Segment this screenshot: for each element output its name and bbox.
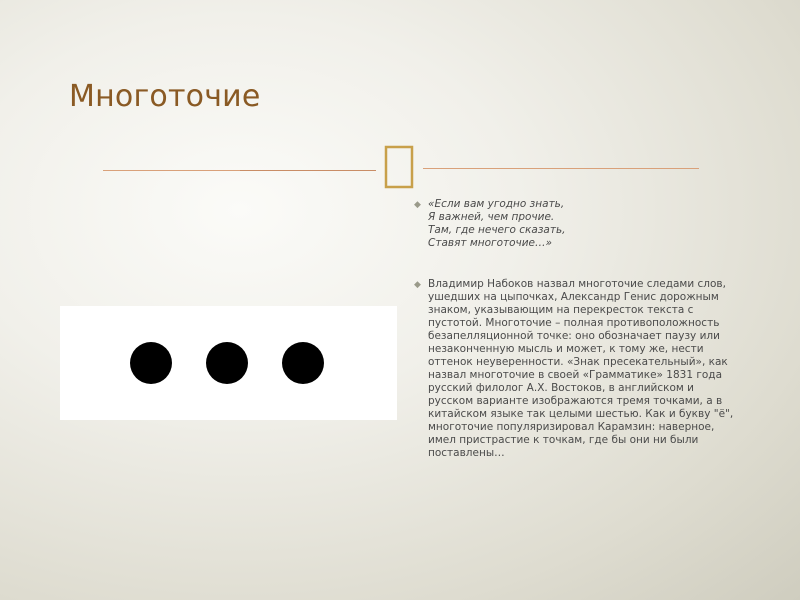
ellipsis-dot <box>282 342 324 384</box>
ellipsis-dot <box>206 342 248 384</box>
bullet-icon: ◆ <box>414 200 421 210</box>
bullet-icon: ◆ <box>414 280 421 290</box>
ellipsis-image <box>60 306 397 420</box>
body-paragraph: Владимир Набоков назвал многоточие следами слов, ушедших на цыпочках, Александр Генис дорожным знаком, указывающим на перекресток текста с пустотой. Многоточие – полная противоположность безапелляционной точке: оно обозначает паузу или незаконченную мысль и может, к тому же, нести оттенок неуверенности. «Знак пресекательный», как назвал многоточие в своей «Грамматике» 1831 года русский филолог А.Х. Востоков, в английском и русском варианте изображаются тремя точками, а в китайском языке так целыми шестью. Как и букву "ё", многоточие популяризировал Карамзин: наверное, имел пристрастие к точкам, где бы они ни были поставлены… <box>428 278 734 459</box>
quote-line: Я важней, чем прочие. <box>428 211 555 223</box>
title-underline-left-2 <box>240 170 376 171</box>
quote-line: «Если вам угодно знать, <box>428 198 565 210</box>
slide-title: Многоточие <box>69 79 261 114</box>
text-content <box>412 198 742 460</box>
quote-line: Ставят многоточие…» <box>428 237 553 249</box>
missing-glyph-box-icon <box>383 143 415 191</box>
quote-bullet <box>412 198 742 250</box>
body-bullet <box>412 278 742 460</box>
title-underline-right <box>423 168 699 169</box>
title-underline-left <box>103 170 240 171</box>
quote-line: Там, где нечего сказать, <box>428 224 566 236</box>
ellipsis-dot <box>130 342 172 384</box>
